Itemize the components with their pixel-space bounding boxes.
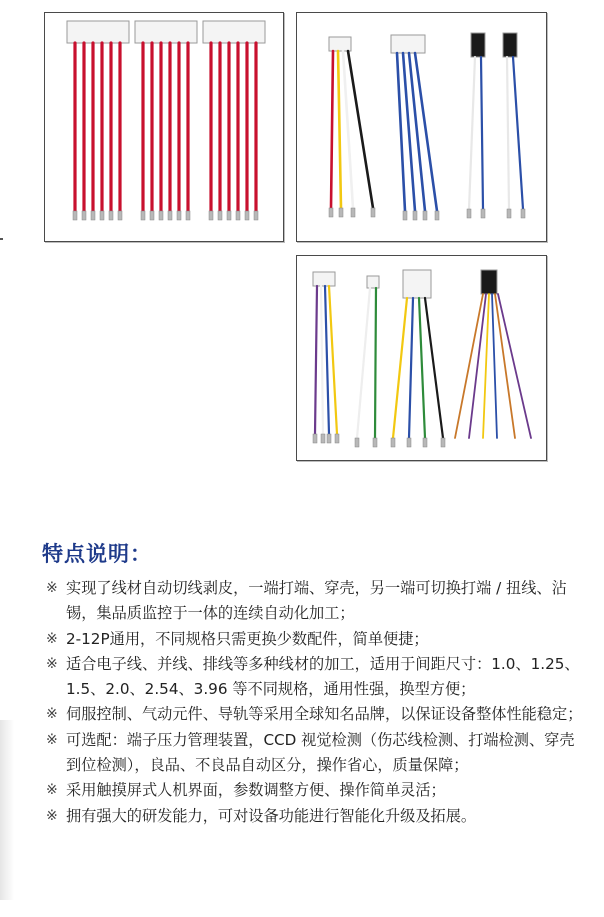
bullet-mark: ※ [46,655,58,672]
crimp-terminal [159,211,163,220]
crimp-terminal [236,211,240,220]
crimp-terminal [507,209,511,218]
crimp-terminal [407,438,411,447]
crimp-terminal [441,438,445,447]
features-title: 特点说明： [42,542,152,566]
crimp-terminal [423,211,427,220]
crimp-terminal [254,211,258,220]
crimp-terminal [321,434,325,443]
wire [315,286,317,434]
crimp-terminal [168,211,172,220]
crimp-terminal [245,211,249,220]
crimp-terminal [209,211,213,220]
wire [513,57,523,209]
bullet-mark: ※ [46,630,58,647]
crimp-terminal [371,208,375,217]
crimp-terminal [141,211,145,220]
crimp-terminal [351,208,355,217]
wire [469,57,475,209]
bullet-mark: ※ [46,782,58,799]
crimp-terminal [373,438,377,447]
page-edge-shadow [0,720,14,900]
crimp-terminal [403,211,407,220]
connector-housing [135,21,197,43]
wire [498,294,531,438]
connector-housing [367,276,379,288]
crimp-terminal [109,211,113,220]
feature-text: 可选配：端子压力管理装置，CCD 视觉检测（伤芯线检测、打端检测、穿壳到位检测），良品、不良品自动区分，操作省心，质量保障； [66,730,575,775]
wire [325,286,329,434]
feature-item [46,627,586,652]
feature-text: 实现了线材自动切线剥皮，一端打端、穿壳，另一端可切换打端 / 扭线、沾锡，集品质监控于一体的连续自动化加工； [66,579,567,623]
wire [425,298,443,438]
crimp-terminal [435,211,439,220]
feature-item [46,728,586,779]
connector-housing [503,33,517,57]
wire [409,298,413,438]
crimp-terminal [329,208,333,217]
crimp-terminal [82,211,86,220]
edge-mark [0,238,3,240]
crimp-terminal [335,434,339,443]
connector-housing [329,37,351,51]
wire [481,57,483,209]
feature-item [46,804,586,829]
crimp-terminal [481,209,485,218]
feature-text: 伺服控制、气动元件、导轨等采用全球知名品牌，以保证设备整体性能稳定； [66,705,583,724]
feature-text: 采用触摸屏式人机界面，参数调整方便、操作简单灵活； [66,781,446,800]
wire [455,294,483,438]
photo-mixed-wire-harnesses [296,12,547,242]
feature-item [46,652,586,703]
crimp-terminal [186,211,190,220]
wire [321,286,323,434]
crimp-terminal [177,211,181,220]
crimp-terminal [339,208,343,217]
photo-multicolor-wire-harnesses [296,255,547,461]
bullet-mark: ※ [46,807,58,824]
crimp-terminal [91,211,95,220]
bullet-mark: ※ [46,706,58,723]
wire [338,51,341,208]
wire [419,298,425,438]
crimp-terminal [521,209,525,218]
connector-housing [471,33,485,57]
bullet-mark: ※ [46,731,58,748]
wire [393,298,407,438]
connector-housing [203,21,265,43]
wire [331,51,333,208]
crimp-terminal [327,434,331,443]
connector-housing [313,272,335,286]
crimp-terminal [100,211,104,220]
wire [495,294,515,438]
crimp-terminal [227,211,231,220]
connector-housing [403,270,431,298]
connector-housing [481,270,497,294]
red-harness-illustration [45,13,285,243]
wire [507,57,509,209]
crimp-terminal [423,438,427,447]
photo-red-wire-harnesses [44,12,284,242]
crimp-terminal [313,434,317,443]
connector-housing [67,21,129,43]
feature-item [46,576,586,627]
wire [492,294,497,438]
multicolor-harness-illustration [297,256,548,462]
features-list [46,576,586,829]
crimp-terminal [391,438,395,447]
crimp-terminal [118,211,122,220]
wire [357,288,370,438]
feature-item [46,778,586,803]
crimp-terminal [150,211,154,220]
crimp-terminal [355,438,359,447]
wire [375,288,376,438]
crimp-terminal [467,209,471,218]
wire [329,286,337,434]
crimp-terminal [218,211,222,220]
crimp-terminal [413,211,417,220]
feature-item [46,702,586,727]
bullet-mark: ※ [46,580,58,596]
feature-text: 2-12P通用，不同规格只需更换少数配件，简单便捷； [66,629,429,648]
feature-text: 拥有强大的研发能力，可对设备功能进行智能化升级及拓展。 [66,806,477,825]
crimp-terminal [73,211,77,220]
mixed-harness-illustration [297,13,548,243]
feature-text: 适合电子线、并线、排线等多种线材的加工，适用于间距尺寸：1.0、1.25、1.5、2.0、2.54、3.96 等不同规格，通用性强，换型方便； [66,654,580,699]
connector-housing [391,35,425,53]
